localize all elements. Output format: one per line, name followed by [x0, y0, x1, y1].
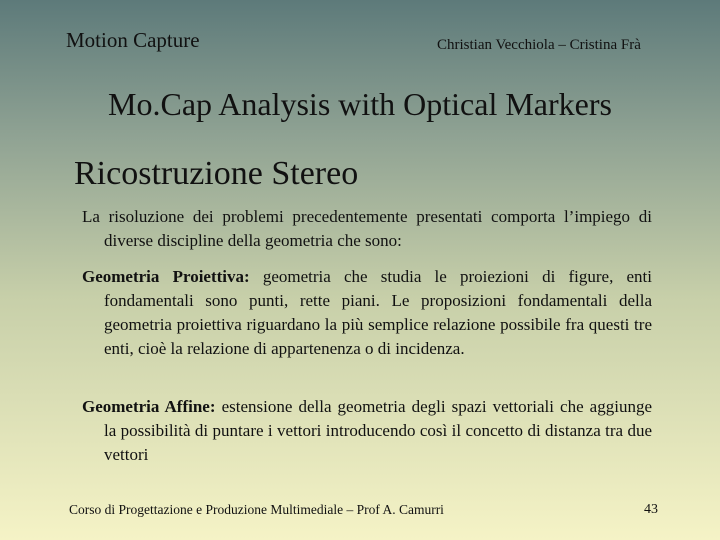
footer-course: Corso di Progettazione e Produzione Multimediale – Prof A. Camurri [69, 502, 444, 517]
page-number: 43 [644, 502, 658, 517]
projective-text: geometria che studia le proiezioni di figure, enti fondamentali sono punti, rette piani. Le proposizioni fondamentali della geometria proiettiva riguardano la più semplice relazione possibile fra questi tre enti, cioè la relazione di appartenenza o di incidenza. [104, 267, 652, 358]
affine-paragraph [82, 395, 652, 467]
header-authors: Christian Vecchiola – Cristina Frà [437, 37, 641, 53]
affine-term: Geometria Affine: [82, 397, 216, 416]
affine-text: estensione della geometria degli spazi vettoriali che aggiunge la possibilità di puntare i vettori introducendo così il concetto di distanza tra due vettori [104, 397, 652, 464]
header-left: Motion Capture [66, 28, 200, 52]
slide-subtitle: Ricostruzione Stereo [74, 155, 359, 192]
projective-term: Geometria Proiettiva: [82, 267, 250, 286]
intro-paragraph: La risoluzione dei problemi precedentemente presentati comporta l’impiego di diverse discipline della geometria che sono: [82, 207, 652, 250]
slide-title: Mo.Cap Analysis with Optical Markers [108, 86, 612, 122]
projective-paragraph [82, 265, 652, 361]
